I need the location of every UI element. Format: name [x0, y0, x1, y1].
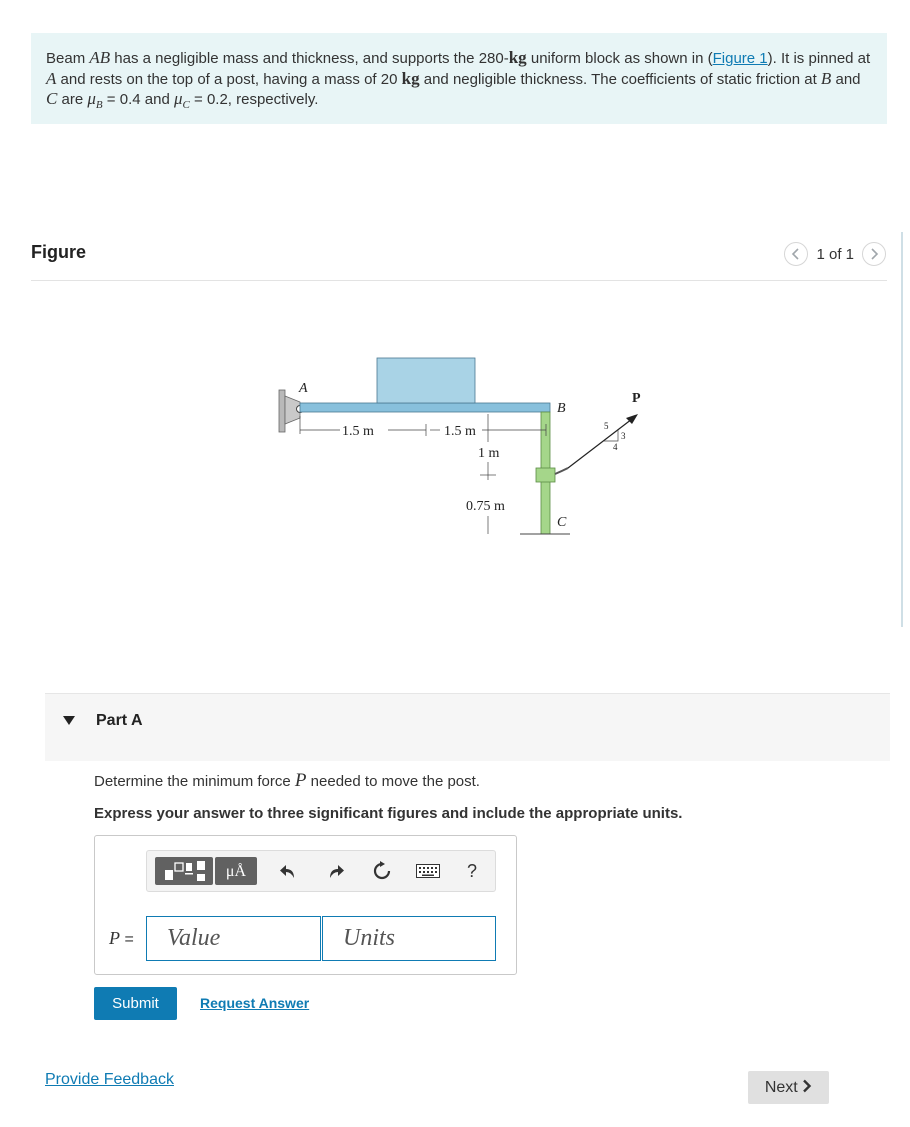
point-b-symbol: B: [820, 68, 832, 88]
request-answer-link[interactable]: Request Answer: [200, 995, 310, 1011]
label-p: P: [632, 391, 641, 406]
beam-symbol: AB: [89, 48, 111, 67]
units-input[interactable]: Units: [322, 916, 496, 961]
unit-kg: kg: [508, 48, 527, 67]
point-a-symbol: A: [46, 68, 57, 88]
beam-diagram: [270, 350, 650, 550]
chevron-left-icon: [791, 248, 801, 260]
point-c-symbol: C: [46, 89, 58, 108]
prev-figure-button[interactable]: [784, 242, 808, 266]
mu-symbol: μ: [173, 89, 183, 108]
submit-button[interactable]: Submit: [94, 987, 177, 1020]
question-part: Determine the minimum force: [94, 773, 295, 790]
intro-text: has a negligible mass and thickness, and supports the 280-: [110, 50, 509, 67]
undo-button[interactable]: [275, 857, 301, 885]
mu-subscript: C: [182, 99, 190, 111]
intro-text: = 0.4 and: [102, 91, 174, 108]
figure-divider: [31, 280, 887, 281]
slope-5: 5: [604, 421, 609, 431]
units-symbol-button[interactable]: μÅ: [215, 857, 257, 885]
force-variable: P: [294, 770, 307, 791]
force-p-arrow: [568, 419, 632, 468]
intro-text: = 0.2, respectively.: [189, 91, 319, 108]
intro-text: uniform block as shown in (: [526, 50, 713, 67]
help-button[interactable]: ?: [466, 860, 477, 881]
dim-label-1: 1.5 m: [342, 424, 374, 439]
question-text: [94, 770, 480, 792]
problem-statement: [31, 33, 887, 124]
instruction-text: Express your answer to three significant figures and include the appropriate units.: [94, 805, 683, 822]
next-label: Next: [764, 1079, 798, 1096]
mu-subscript: B: [95, 99, 103, 111]
label-c: C: [557, 515, 567, 530]
equals-sign: =: [120, 931, 134, 948]
intro-text: are: [57, 91, 88, 108]
undo-icon: [278, 862, 298, 880]
answer-var: P: [109, 928, 120, 948]
uniform-block: [377, 358, 475, 403]
slope-4: 4: [613, 442, 618, 452]
intro-text: ). It is pinned at: [767, 50, 871, 67]
redo-icon: [326, 862, 346, 880]
reset-button[interactable]: [369, 857, 395, 885]
label-b: B: [557, 401, 566, 416]
collapse-triangle-icon[interactable]: [63, 716, 75, 725]
chevron-right-icon: [802, 1079, 812, 1093]
beam-ab: [300, 403, 550, 412]
dim-label-4: 0.75 m: [466, 499, 505, 514]
figure-title: Figure: [31, 242, 87, 262]
reset-icon: [372, 861, 392, 881]
value-input[interactable]: Value: [146, 916, 321, 961]
answer-variable-label: [109, 928, 134, 949]
part-a-label: Part A: [96, 712, 143, 729]
next-figure-button[interactable]: [862, 242, 886, 266]
cable: [555, 468, 568, 474]
unit-kg: kg: [401, 68, 420, 88]
next-button[interactable]: [748, 1071, 829, 1104]
intro-text: Beam: [46, 50, 90, 67]
mu-symbol: μ: [87, 89, 96, 108]
wall-support: [279, 390, 285, 432]
provide-feedback-link[interactable]: Provide Feedback: [45, 1071, 174, 1088]
intro-text: and: [831, 70, 861, 88]
dim-label-2: 1.5 m: [444, 424, 476, 439]
keyboard-icon: [416, 864, 440, 878]
slope-3: 3: [621, 431, 626, 441]
part-a-header[interactable]: [45, 693, 890, 761]
pager-count: 1 of 1: [816, 245, 854, 263]
answer-box: [94, 835, 517, 975]
question-part: needed to move the post.: [306, 773, 480, 790]
math-toolbar: [146, 850, 496, 892]
chevron-right-icon: [869, 248, 879, 260]
post-collar: [536, 468, 555, 482]
intro-text: and negligible thickness. The coefficients of static friction at: [419, 70, 821, 88]
templates-icon: [155, 857, 213, 885]
label-a: A: [299, 381, 308, 396]
figure-link[interactable]: Figure 1: [712, 50, 768, 67]
figure-pager: [784, 242, 886, 266]
templates-button[interactable]: [155, 857, 213, 885]
keyboard-button[interactable]: [413, 857, 443, 885]
dim-label-3: 1 m: [478, 446, 500, 461]
intro-text: and rests on the top of a post, having a mass of 20: [56, 70, 402, 88]
redo-button[interactable]: [323, 857, 349, 885]
figure-panel-border: [901, 232, 903, 627]
